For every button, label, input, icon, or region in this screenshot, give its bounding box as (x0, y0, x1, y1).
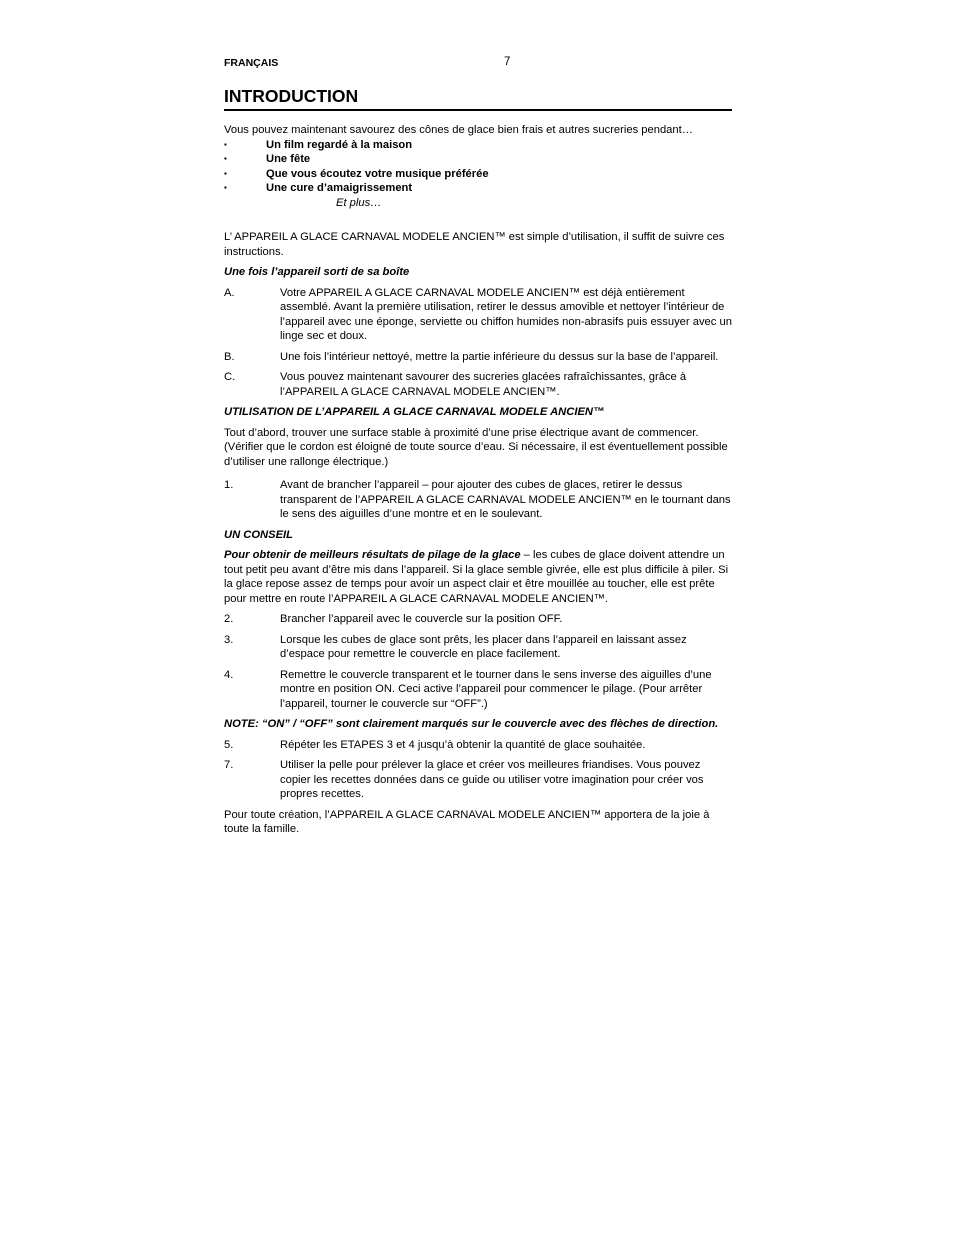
step-text: Lorsque les cubes de glace sont prêts, les placer dans l’appareil en laissant assez d’espace pour remettre le couvercle en place facilement. (280, 633, 687, 660)
step-label: A. (224, 286, 235, 299)
list-item (224, 738, 732, 753)
bullet-list (224, 138, 732, 196)
unbox-heading: Une fois l’appareil sorti de sa boîte (224, 266, 410, 278)
usage-heading: UTILISATION DE L’APPAREIL A GLACE CARNAVAL MODELE ANCIEN™ (224, 406, 605, 418)
step-text: Répéter les ETAPES 3 et 4 jusqu’à obtenir la quantité de glace souhaitée. (280, 738, 646, 751)
bullet-text: Un film regardé à la maison (266, 138, 413, 151)
step-label: B. (224, 350, 235, 363)
bullet-text: Une cure d’amaigrissement (266, 182, 413, 194)
step-label: 2. (224, 613, 234, 625)
bullet-marker: ▪ (224, 183, 227, 192)
document-page (224, 54, 732, 837)
step-text: Brancher l’appareil avec le couvercle sur la position OFF. (280, 613, 563, 625)
bullet-marker: ▪ (224, 139, 227, 149)
tip-body: – les cubes de glace doivent attendre un tout petit peu avant d’être mis dans l’appareil. Si la glace semble givrée, elle est plus difficile à piler. Si la glace repose assez de temps pour avoir un aspect clair et être mouillée au toucher, elle est prête pour mettre en route l’APPAREIL A GLACE CARNAVAL MODELE ANCIEN™. (224, 549, 729, 605)
intro-paragraph: Vous pouvez maintenant savourez des cônes de glace bien frais et autres sucreries pendant… (224, 124, 693, 136)
bullet-text: Une fête (266, 153, 311, 165)
list-item (224, 370, 732, 399)
bullet-text: Que vous écoutez votre musique préférée (266, 167, 489, 180)
tip-heading: UN CONSEIL (224, 528, 293, 541)
list-item (224, 181, 732, 196)
step-label: 5. (224, 738, 234, 751)
list-item (224, 138, 732, 153)
step-label: 1. (224, 479, 234, 491)
step-label: C. (224, 371, 236, 383)
step-label: 7. (224, 759, 234, 771)
usage-intro-paragraph: Tout d’abord, trouver une surface stable à proximité d’une prise électrique avant de commencer. (Vérifier que le cordon est éloigné de toute source d’eau. Si nécessaire, il est éventuellement possible d’utiliser une rallonge électrique.) (224, 426, 728, 468)
list-item (224, 152, 732, 167)
list-item (224, 668, 732, 712)
list-item (224, 612, 732, 627)
list-item (224, 478, 732, 522)
list-item (224, 286, 732, 344)
step-text: Une fois l’intérieur nettoyé, mettre la partie inférieure du dessus sur la base de l’appareil. (280, 350, 719, 363)
step-text: Vous pouvez maintenant savourer des sucreries glacées rafraîchissantes, grâce à l’APPAREIL A GLACE CARNAVAL MODELE ANCIEN™. (280, 371, 687, 398)
bullet-marker: ▪ (224, 154, 227, 163)
note-paragraph: NOTE: “ON” / “OFF” sont clairement marqués sur le couvercle avec des flèches de direction. (224, 718, 719, 730)
list-item (224, 167, 732, 182)
step-text: Utiliser la pelle pour prélever la glace et créer vos meilleures friandises. Vous pouvez copier les recettes données dans ce guide ou utiliser votre imagination pour créer vos propres recettes. (280, 759, 704, 800)
step-text: Votre APPAREIL A GLACE CARNAVAL MODELE ANCIEN™ est déjà entièrement assemblé. Avant la première utilisation, retirer le dessus amovible et nettoyer l’intérieur de l’appareil avec une éponge, serviette ou chiffon humides non-abrasifs puis essuyer avec un linge sec et doux. (280, 286, 732, 342)
closing-paragraph: Pour toute création, l’APPAREIL A GLACE CARNAVAL MODELE ANCIEN™ apportera de la joie à toute la famille. (224, 808, 710, 835)
list-item (224, 633, 732, 662)
list-item (224, 758, 732, 802)
page-header (224, 54, 732, 72)
page-number: 7 (504, 56, 511, 68)
step-text: Remettre le couvercle transparent et le tourner dans le sens inverse des aiguilles d’une montre en position ON. Ceci active l’appareil pour commencer le pilage. (Pour arrêter l’appareil, tourner le couvercle sur “OFF”.) (280, 668, 712, 710)
tip-lead: Pour obtenir de meilleurs résultats de pilage de la glace (224, 549, 521, 561)
section-title: INTRODUCTION (224, 85, 732, 111)
step-label: 3. (224, 633, 234, 646)
step-text: Avant de brancher l’appareil – pour ajouter des cubes de glaces, retirer le dessus transparent de l’APPAREIL A GLACE CARNAVAL MODELE ANCIEN™ en le tournant dans le sens des aiguilles d’une montre et en le soulevant. (280, 479, 731, 520)
language-label: FRANÇAIS (224, 57, 279, 69)
tip-paragraph (224, 548, 732, 606)
et-plus-text: Et plus… (336, 196, 382, 209)
list-item (224, 350, 732, 365)
simple-use-paragraph: L’ APPAREIL A GLACE CARNAVAL MODELE ANCIEN™ est simple d’utilisation, il suffit de suivre ces instructions. (224, 231, 725, 258)
bullet-marker: ▪ (224, 168, 227, 178)
step-label: 4. (224, 668, 234, 681)
